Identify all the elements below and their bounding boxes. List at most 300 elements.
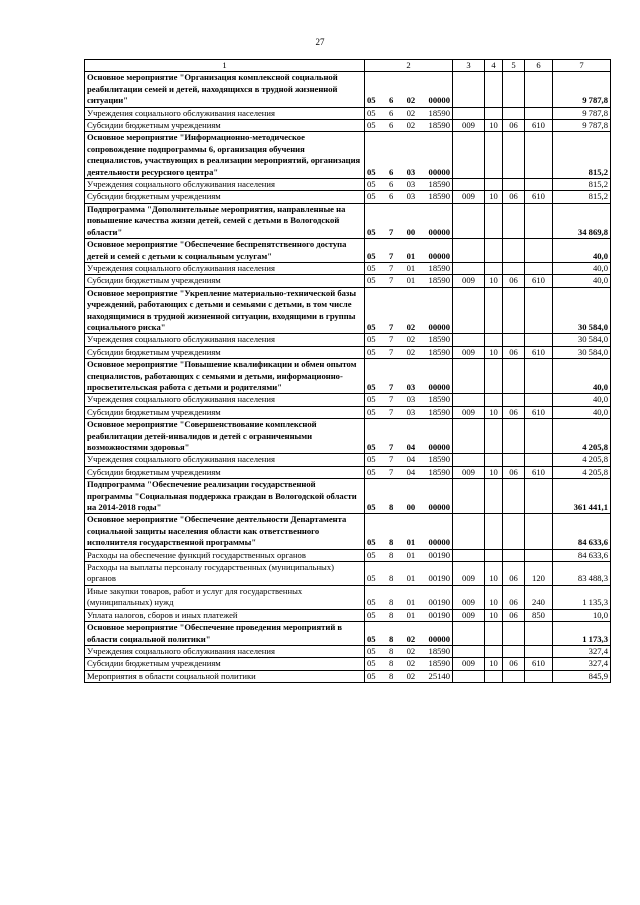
- code-parts: [367, 322, 450, 333]
- table-row: [85, 179, 611, 191]
- row-col6: 610: [525, 191, 553, 203]
- code-part: 05: [367, 107, 376, 118]
- table-row: [85, 275, 611, 287]
- row-code: [365, 622, 453, 646]
- row-value: 40,0: [553, 239, 611, 263]
- row-col5: 06: [503, 562, 525, 586]
- row-col4: 10: [485, 585, 503, 609]
- code-part: 8: [388, 658, 394, 669]
- code-part: 05: [367, 262, 376, 273]
- code-part: 01: [406, 250, 416, 261]
- row-col6: [525, 454, 553, 466]
- row-col3: 009: [453, 562, 485, 586]
- table-row: [85, 479, 611, 514]
- row-col6: [525, 670, 553, 682]
- code-part: 05: [367, 537, 376, 548]
- row-col4: [485, 645, 503, 657]
- row-col5: [503, 179, 525, 191]
- code-part: 05: [367, 670, 376, 681]
- code-part: 05: [367, 250, 376, 261]
- row-col6: [525, 132, 553, 179]
- code-part: 18590: [428, 275, 450, 286]
- row-col4: 10: [485, 191, 503, 203]
- row-code: [365, 645, 453, 657]
- row-code: [365, 239, 453, 263]
- row-value: 4 205,8: [553, 419, 611, 454]
- row-name: Основное мероприятие "Организация комплексной социальной реабилитации семей и детей, находящихся в трудной жизненной ситуации": [85, 72, 365, 107]
- code-part: 05: [367, 321, 376, 332]
- table-row: [85, 287, 611, 334]
- table-row: [85, 514, 611, 549]
- table-row: [85, 239, 611, 263]
- row-col3: [453, 419, 485, 454]
- row-code: [365, 179, 453, 191]
- code-part: 18590: [428, 191, 450, 202]
- row-col5: 06: [503, 406, 525, 418]
- row-col3: [453, 454, 485, 466]
- row-col4: [485, 622, 503, 646]
- row-col6: [525, 334, 553, 346]
- code-part: 18590: [428, 334, 450, 345]
- code-part: 18590: [428, 107, 450, 118]
- row-name: Подпрограмма "Дополнительные мероприятия, направленные на повышение качества жизни детей, семей с детьми в Вологодской области": [85, 203, 365, 238]
- row-col5: [503, 239, 525, 263]
- table-row: [85, 622, 611, 646]
- code-part: 00000: [428, 250, 450, 261]
- page-number: 27: [315, 37, 325, 47]
- code-part: 00000: [428, 95, 450, 106]
- code-parts: [367, 108, 450, 119]
- code-part: 8: [388, 670, 394, 681]
- row-col6: [525, 479, 553, 514]
- row-col6: [525, 262, 553, 274]
- code-part: 05: [367, 454, 376, 465]
- row-code: [365, 287, 453, 334]
- code-part: 18590: [428, 394, 450, 405]
- code-part: 7: [388, 275, 394, 286]
- row-col4: 10: [485, 275, 503, 287]
- row-name: Основное мероприятие "Укрепление материально-технической базы учреждений, работающих с детьми и семьями с детьми, в том числе находящимися в трудной жизненной ситуации, входящими в группы социального риска": [85, 287, 365, 334]
- row-col3: [453, 334, 485, 346]
- row-name: Расходы на выплаты персоналу государственных (муниципальных) органов: [85, 562, 365, 586]
- row-col5: [503, 394, 525, 406]
- table-row: [85, 406, 611, 418]
- row-name: Основное мероприятие "Информационно-методическое сопровождение подпрограммы 6, организация обучения специалистов, участвующих в реализации мероприятий, организация деятельности ресурсного центра": [85, 132, 365, 179]
- code-part: 01: [406, 597, 416, 608]
- code-part: 05: [367, 549, 376, 560]
- row-code: [365, 334, 453, 346]
- row-col3: [453, 72, 485, 107]
- row-col4: [485, 287, 503, 334]
- code-part: 18590: [428, 466, 450, 477]
- code-parts: [367, 167, 450, 178]
- code-part: 05: [367, 275, 376, 286]
- row-value: 40,0: [553, 275, 611, 287]
- row-name: Расходы на обеспечение функций государственных органов: [85, 549, 365, 561]
- row-col5: [503, 670, 525, 682]
- row-name: Субсидии бюджетным учреждениям: [85, 275, 365, 287]
- code-parts: [367, 179, 450, 190]
- code-part: 7: [388, 346, 394, 357]
- row-col4: [485, 514, 503, 549]
- row-code: [365, 203, 453, 238]
- code-part: 00190: [428, 573, 450, 584]
- code-part: 05: [367, 442, 376, 452]
- row-col5: [503, 334, 525, 346]
- row-col3: 009: [453, 406, 485, 418]
- code-part: 7: [388, 381, 394, 392]
- code-part: 01: [406, 609, 416, 620]
- code-part: 7: [388, 442, 394, 452]
- col-header-7: 7: [553, 60, 611, 72]
- row-col3: [453, 622, 485, 646]
- row-col4: 10: [485, 466, 503, 478]
- code-parts: [367, 334, 450, 345]
- code-parts: [367, 467, 450, 478]
- row-col6: [525, 107, 553, 119]
- code-part: 01: [406, 262, 416, 273]
- code-part: 18590: [428, 262, 450, 273]
- code-part: 18590: [428, 179, 450, 190]
- code-part: 03: [406, 166, 416, 177]
- row-value: 30 584,0: [553, 287, 611, 334]
- row-name: Основное мероприятие "Совершенствование комплексной реабилитации детей-инвалидов и детей с ограниченными возможностями здоровья": [85, 419, 365, 454]
- code-part: 04: [406, 454, 416, 465]
- code-part: 01: [406, 573, 416, 584]
- table-row: [85, 107, 611, 119]
- code-part: 03: [406, 394, 416, 405]
- row-col5: [503, 107, 525, 119]
- table-row: [85, 549, 611, 561]
- code-part: 00000: [428, 166, 450, 177]
- code-parts: [367, 191, 450, 202]
- row-col5: [503, 262, 525, 274]
- row-col4: 10: [485, 609, 503, 621]
- row-col3: 009: [453, 658, 485, 670]
- row-col3: 009: [453, 609, 485, 621]
- code-part: 02: [406, 658, 416, 669]
- row-col5: 06: [503, 585, 525, 609]
- code-parts: [367, 658, 450, 669]
- code-part: 6: [388, 95, 394, 106]
- code-part: 00000: [428, 381, 450, 392]
- code-part: 05: [367, 381, 376, 392]
- code-parts: [367, 275, 450, 286]
- row-col5: 06: [503, 466, 525, 478]
- row-col4: [485, 359, 503, 394]
- row-name: Основное мероприятие "Обеспечение проведения мероприятий в области социальной политики": [85, 622, 365, 646]
- row-col4: [485, 132, 503, 179]
- row-col3: [453, 514, 485, 549]
- row-value: 9 787,8: [553, 107, 611, 119]
- row-col3: 009: [453, 466, 485, 478]
- code-part: 05: [367, 502, 376, 513]
- code-parts: [367, 454, 450, 465]
- table-row: [85, 562, 611, 586]
- row-col3: [453, 107, 485, 119]
- row-name: Учреждения социального обслуживания населения: [85, 262, 365, 274]
- code-parts: [367, 610, 450, 621]
- row-value: 40,0: [553, 394, 611, 406]
- row-col4: 10: [485, 346, 503, 358]
- row-value: 34 869,8: [553, 203, 611, 238]
- code-part: 6: [388, 166, 394, 177]
- row-col5: [503, 479, 525, 514]
- row-value: 327,4: [553, 658, 611, 670]
- row-name: Иные закупки товаров, работ и услуг для государственных (муниципальных) нужд: [85, 585, 365, 609]
- code-part: 05: [367, 609, 376, 620]
- row-code: [365, 466, 453, 478]
- row-col6: [525, 203, 553, 238]
- code-part: 02: [406, 107, 416, 118]
- code-part: 03: [406, 179, 416, 190]
- code-parts: [367, 646, 450, 657]
- code-parts: [367, 407, 450, 418]
- row-code: [365, 562, 453, 586]
- code-part: 05: [367, 466, 376, 477]
- table-row: [85, 359, 611, 394]
- row-col6: [525, 622, 553, 646]
- row-col4: [485, 394, 503, 406]
- row-col5: 06: [503, 275, 525, 287]
- row-value: 30 584,0: [553, 346, 611, 358]
- code-parts: [367, 634, 450, 645]
- row-col5: 06: [503, 346, 525, 358]
- code-parts: [367, 442, 450, 453]
- table-row: [85, 334, 611, 346]
- row-col4: [485, 179, 503, 191]
- row-col4: [485, 549, 503, 561]
- row-value: 1 173,3: [553, 622, 611, 646]
- code-part: 02: [406, 334, 416, 345]
- row-code: [365, 359, 453, 394]
- row-col3: 009: [453, 120, 485, 132]
- row-name: Мероприятия в области социальной политики: [85, 670, 365, 682]
- code-part: 6: [388, 107, 394, 118]
- row-col5: 06: [503, 658, 525, 670]
- row-col6: [525, 514, 553, 549]
- code-parts: [367, 347, 450, 358]
- row-name: Учреждения социального обслуживания населения: [85, 179, 365, 191]
- col-header-2: 2: [365, 60, 453, 72]
- code-parts: [367, 263, 450, 274]
- row-value: 40,0: [553, 406, 611, 418]
- row-col4: [485, 334, 503, 346]
- row-value: 83 488,3: [553, 562, 611, 586]
- row-col5: [503, 132, 525, 179]
- code-part: 18590: [428, 454, 450, 465]
- code-part: 01: [406, 549, 416, 560]
- code-part: 18590: [428, 406, 450, 417]
- table-row: [85, 466, 611, 478]
- row-code: [365, 609, 453, 621]
- row-value: 9 787,8: [553, 72, 611, 107]
- row-col6: [525, 287, 553, 334]
- code-part: 00000: [428, 442, 450, 452]
- table-row: [85, 120, 611, 132]
- code-part: 00000: [428, 502, 450, 513]
- code-part: 00: [406, 502, 416, 513]
- row-col5: [503, 645, 525, 657]
- code-part: 03: [406, 381, 416, 392]
- row-col3: [453, 645, 485, 657]
- row-name: Учреждения социального обслуживания населения: [85, 454, 365, 466]
- row-name: Подпрограмма "Обеспечение реализации государственной программы "Социальная поддержка граждан в Вологодской области на 2014-2018 годы": [85, 479, 365, 514]
- row-col6: 120: [525, 562, 553, 586]
- code-part: 8: [388, 633, 394, 644]
- row-col4: [485, 203, 503, 238]
- row-col4: 10: [485, 406, 503, 418]
- row-code: [365, 514, 453, 549]
- row-value: 845,9: [553, 670, 611, 682]
- code-part: 05: [367, 573, 376, 584]
- row-col4: [485, 454, 503, 466]
- row-col6: [525, 645, 553, 657]
- row-col6: 610: [525, 658, 553, 670]
- row-value: 40,0: [553, 262, 611, 274]
- code-parts: [367, 227, 450, 238]
- table-row: [85, 670, 611, 682]
- code-parts: [367, 573, 450, 584]
- row-col6: 610: [525, 120, 553, 132]
- table-row: [85, 419, 611, 454]
- table-row: [85, 262, 611, 274]
- row-code: [365, 454, 453, 466]
- row-name: Субсидии бюджетным учреждениям: [85, 466, 365, 478]
- code-part: 00000: [428, 226, 450, 237]
- code-part: 7: [388, 334, 394, 345]
- row-code: [365, 120, 453, 132]
- code-part: 03: [406, 406, 416, 417]
- code-parts: [367, 502, 450, 513]
- row-col4: [485, 72, 503, 107]
- table-row: [85, 132, 611, 179]
- row-value: 84 633,6: [553, 549, 611, 561]
- row-col6: [525, 72, 553, 107]
- code-part: 6: [388, 120, 394, 131]
- code-part: 05: [367, 334, 376, 345]
- code-part: 05: [367, 658, 376, 669]
- row-code: [365, 275, 453, 287]
- row-name: Основное мероприятие "Обеспечение деятельности Департамента социальной защиты населения области как ответственного исполнителя государственной программы": [85, 514, 365, 549]
- row-value: 4 205,8: [553, 454, 611, 466]
- code-part: 7: [388, 454, 394, 465]
- row-col5: [503, 419, 525, 454]
- row-name: Учреждения социального обслуживания населения: [85, 334, 365, 346]
- code-part: 8: [388, 597, 394, 608]
- code-part: 00190: [428, 549, 450, 560]
- row-value: 84 633,6: [553, 514, 611, 549]
- row-value: 815,2: [553, 132, 611, 179]
- row-value: 327,4: [553, 645, 611, 657]
- row-col5: [503, 514, 525, 549]
- row-code: [365, 549, 453, 561]
- table-row: [85, 346, 611, 358]
- row-col3: [453, 359, 485, 394]
- code-part: 7: [388, 321, 394, 332]
- code-part: 18590: [428, 645, 450, 656]
- row-col4: 10: [485, 658, 503, 670]
- row-code: [365, 191, 453, 203]
- row-col5: [503, 359, 525, 394]
- code-part: 7: [388, 406, 394, 417]
- code-part: 05: [367, 226, 376, 237]
- row-value: 815,2: [553, 191, 611, 203]
- row-col5: 06: [503, 609, 525, 621]
- row-col6: 850: [525, 609, 553, 621]
- code-part: 05: [367, 191, 376, 202]
- col-header-3: 3: [453, 60, 485, 72]
- table-row: [85, 609, 611, 621]
- row-col3: [453, 179, 485, 191]
- row-code: [365, 670, 453, 682]
- row-value: 40,0: [553, 359, 611, 394]
- code-part: 05: [367, 166, 376, 177]
- row-col4: [485, 239, 503, 263]
- code-part: 00: [406, 226, 416, 237]
- code-part: 04: [406, 466, 416, 477]
- row-value: 361 441,1: [553, 479, 611, 514]
- table-row: [85, 203, 611, 238]
- col-header-4: 4: [485, 60, 503, 72]
- row-col5: 06: [503, 120, 525, 132]
- code-parts: [367, 550, 450, 561]
- row-code: [365, 479, 453, 514]
- code-part: 00000: [428, 537, 450, 548]
- code-part: 00190: [428, 609, 450, 620]
- code-part: 01: [406, 275, 416, 286]
- row-col3: 009: [453, 275, 485, 287]
- col-header-6: 6: [525, 60, 553, 72]
- code-part: 7: [388, 466, 394, 477]
- code-part: 05: [367, 406, 376, 417]
- row-col3: [453, 203, 485, 238]
- header-row: [85, 60, 611, 72]
- code-parts: [367, 671, 450, 682]
- code-part: 00000: [428, 321, 450, 332]
- row-col3: [453, 132, 485, 179]
- row-col5: [503, 622, 525, 646]
- code-part: 8: [388, 537, 394, 548]
- row-col6: [525, 359, 553, 394]
- row-name: Субсидии бюджетным учреждениям: [85, 120, 365, 132]
- code-part: 02: [406, 670, 416, 681]
- row-col6: 610: [525, 346, 553, 358]
- code-part: 03: [406, 191, 416, 202]
- row-col6: [525, 394, 553, 406]
- row-col6: [525, 419, 553, 454]
- code-part: 8: [388, 609, 394, 620]
- row-col3: [453, 479, 485, 514]
- row-col4: [485, 107, 503, 119]
- row-code: [365, 394, 453, 406]
- row-col4: [485, 419, 503, 454]
- table-row: [85, 658, 611, 670]
- row-col4: 10: [485, 562, 503, 586]
- row-col4: [485, 670, 503, 682]
- row-code: [365, 107, 453, 119]
- row-name: Субсидии бюджетным учреждениям: [85, 346, 365, 358]
- table-row: [85, 454, 611, 466]
- row-col5: [503, 287, 525, 334]
- code-part: 8: [388, 645, 394, 656]
- code-part: 05: [367, 597, 376, 608]
- row-value: 9 787,8: [553, 120, 611, 132]
- row-col6: [525, 549, 553, 561]
- table-row: [85, 645, 611, 657]
- row-col6: [525, 179, 553, 191]
- row-code: [365, 346, 453, 358]
